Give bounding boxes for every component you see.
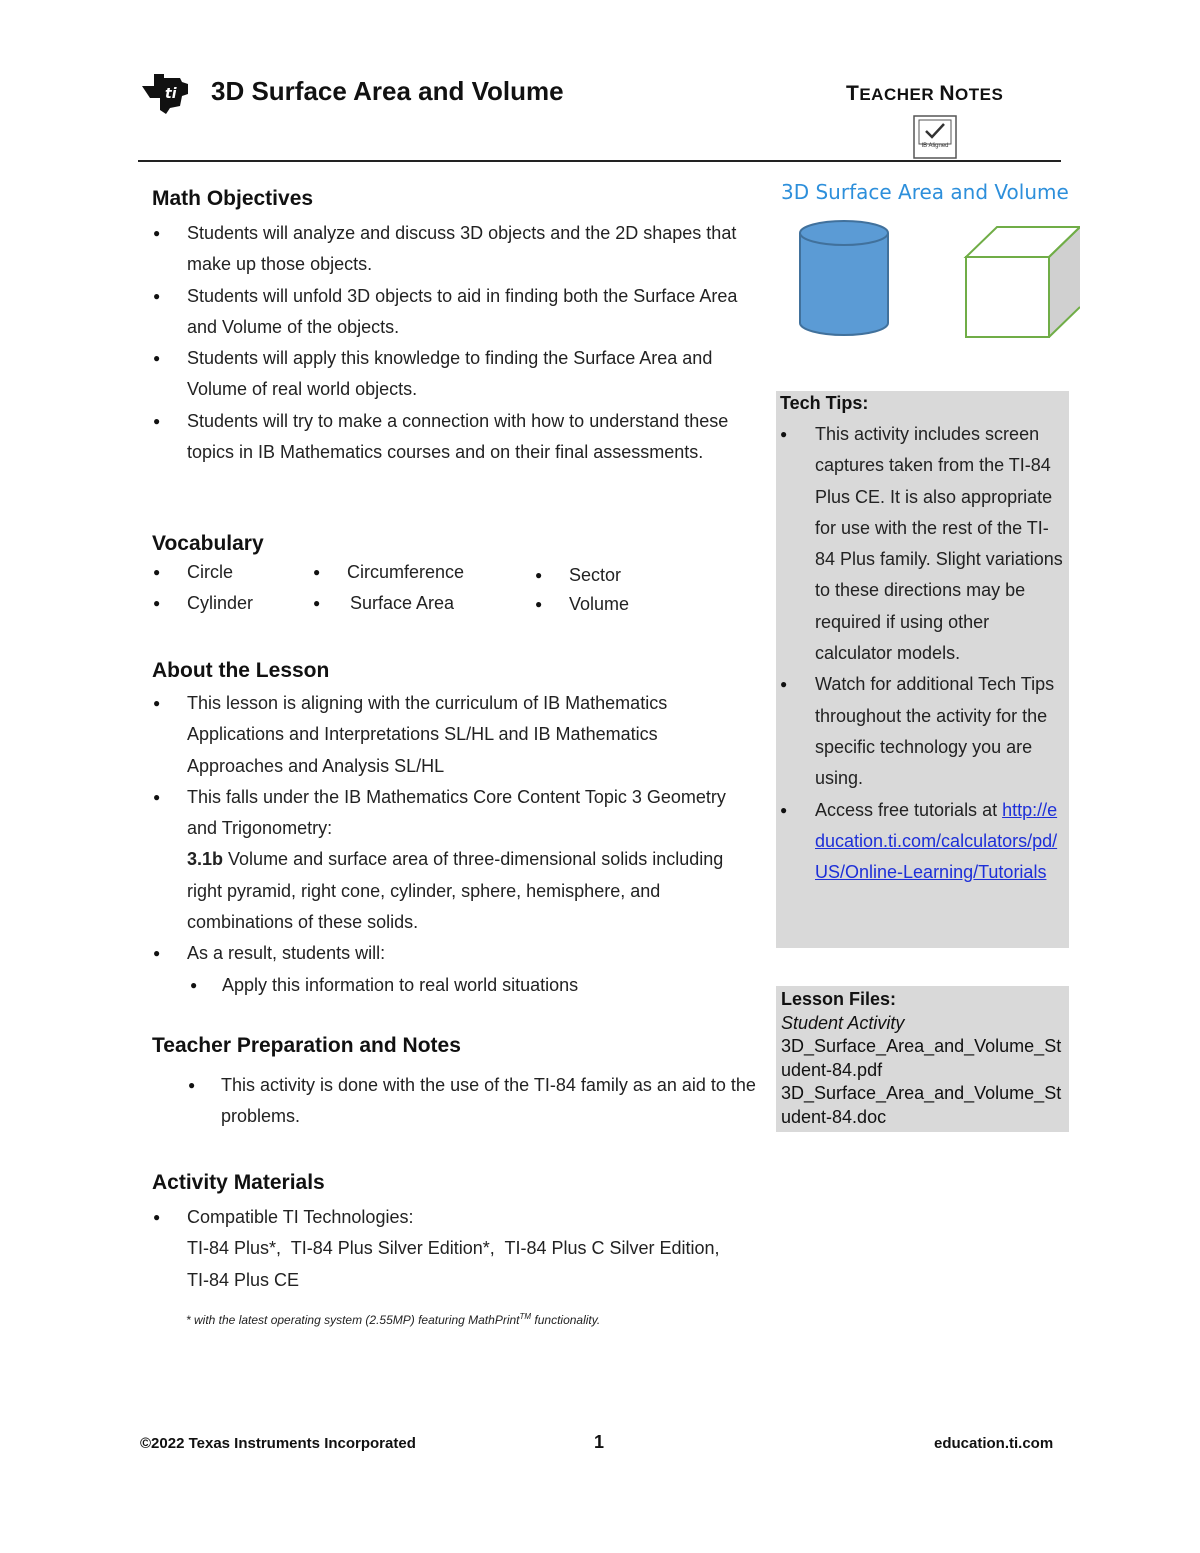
lesson-files-title: Lesson Files: [781,989,897,1009]
activity-materials-list [153,1202,733,1296]
footer-copyright: ©2022 Texas Instruments Incorporated [140,1435,416,1452]
teacher-notes-label: TEACHER NOTES [846,82,1004,105]
materials-label: Compatible TI Technologies: [187,1207,414,1227]
math-objectives-list [153,218,753,468]
list-item [153,782,753,938]
lesson-files-box [776,986,1069,1132]
file-link-doc[interactable]: 3D_Surface_Area_and_Volume_Student-84.doc [781,1083,1062,1127]
vocab-item: ● Surface Area [313,588,464,619]
vocab-item: ● Sector [535,561,629,590]
topic-text: This falls under the IB Mathematics Core Content Topic 3 Geometry and Trigonometry: [187,786,726,839]
materials-products: TI-84 Plus*, TI-84 Plus Silver Edition*, TI-84 Plus C Silver Edition, TI-84 Plus CE [187,1238,730,1290]
list-item: ● Apply this information to real world situations [190,970,750,1001]
list-item [780,795,1066,889]
tech-tips-list [780,419,1066,888]
vocabulary-column-1 [153,557,253,619]
tech-tips-box [776,391,1069,948]
footer-site: education.ti.com [934,1435,1054,1452]
vocab-item: ● Circumference [313,557,464,588]
about-lesson-list [153,688,753,970]
sidebar-heading: 3D Surface Area and Volume [781,180,1069,204]
ib-badge-text: IB Aligned [921,143,949,149]
vocab-item: ● Cylinder [153,588,253,619]
list-item [153,1202,733,1296]
file-link-pdf[interactable]: 3D_Surface_Area_and_Volume_Student-84.pdf [781,1036,1062,1080]
about-lesson-title: About the Lesson [152,659,330,682]
vocabulary-column-3 [535,561,629,619]
header-divider [138,160,1061,162]
math-objectives-title: Math Objectives [152,187,314,210]
topic-detail: Volume and surface area of three-dimensional solids including right pyramid, right cone, cylinder, sphere, hemisphere, and combinations of these solids. [187,849,724,933]
list-item: ● This activity includes screen captures taken from the TI-84 Plus CE. It is also appropriate for use with the rest of the TI-84 Plus family. Slight variations to these directions may be required if using other calculator models. [780,419,1066,669]
footnote: * with the latest operating system (2.55MP) featuring MathPrint™ functionality. [186,1312,601,1327]
cylinder-icon [800,221,888,335]
tech-tips-title: Tech Tips: [780,393,869,413]
list-item: ● As a result, students will: [153,938,753,969]
shapes-illustration [790,215,1080,345]
page-title: 3D Surface Area and Volume [211,76,564,106]
list-item: ● Watch for additional Tech Tips throughout the activity for the specific technology you are using. [780,669,1066,794]
svg-text:ti: ti [165,86,177,102]
lesson-files-subtitle: Student Activity [781,1012,905,1033]
vocabulary-column-2 [313,557,464,619]
list-item: ● Students will apply this knowledge to finding the Surface Area and Volume of real world objects. [153,343,753,406]
cube-icon [966,227,1080,337]
tutorials-link[interactable]: http://education.ti.com/calculators/pd/US/Online-Learning/Tutorials [815,799,1058,883]
vocab-item: ● Volume [535,590,629,619]
teacher-prep-title: Teacher Preparation and Notes [152,1034,461,1057]
list-item: ● Students will try to make a connection with how to understand these topics in IB Mathematics courses and on their final assessments. [153,406,753,469]
teacher-prep-list [188,1070,758,1133]
topic-code: 3.1b [187,849,224,870]
ti-logo-icon [140,72,190,116]
vocab-item: ● Circle [153,557,253,588]
tutorials-text: Access free tutorials at [815,799,1003,820]
page-number: 1 [594,1432,605,1452]
ib-aligned-badge-icon [913,115,957,159]
activity-materials-title: Activity Materials [152,1171,325,1194]
about-sublist [190,970,750,1001]
list-item: ● This activity is done with the use of the TI-84 family as an aid to the problems. [188,1070,758,1133]
vocabulary-title: Vocabulary [152,532,264,555]
list-item: ● This lesson is aligning with the curriculum of IB Mathematics Applications and Interpretations SL/HL and IB Mathematics Approaches and Analysis SL/HL [153,688,753,782]
list-item: ● Students will unfold 3D objects to aid in finding both the Surface Area and Volume of the objects. [153,281,753,344]
list-item: ● Students will analyze and discuss 3D objects and the 2D shapes that make up those objects. [153,218,753,281]
